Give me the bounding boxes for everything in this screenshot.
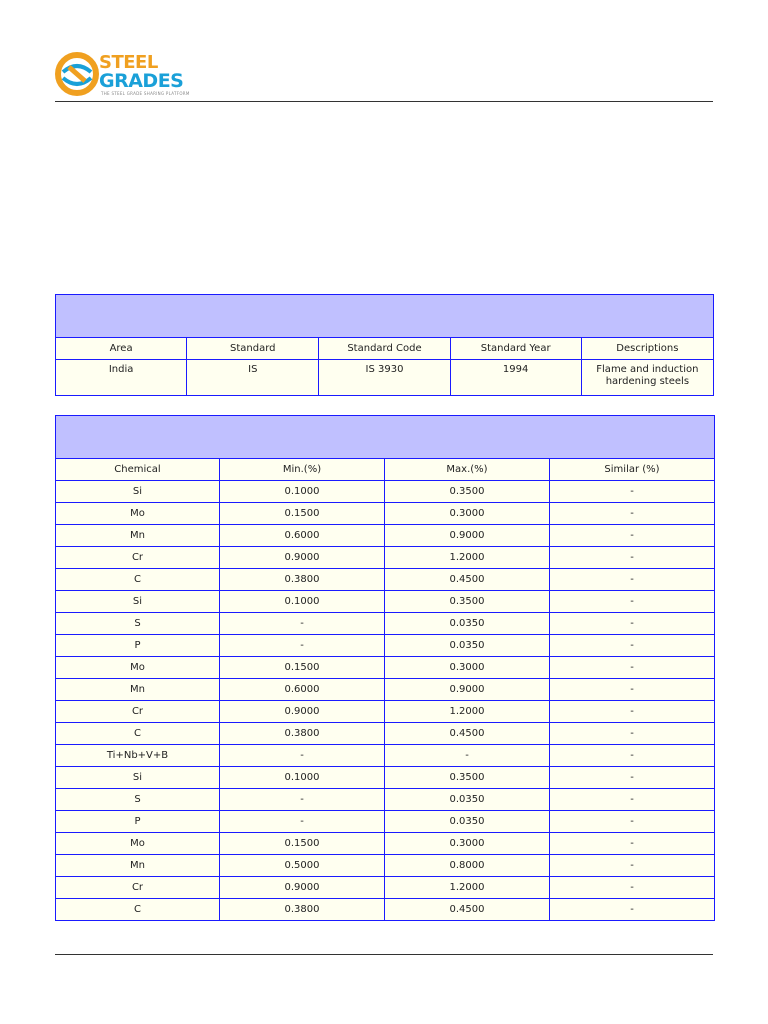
- cell-max: 0.3500: [385, 591, 550, 613]
- cell-max: 0.0350: [385, 811, 550, 833]
- table-row: [56, 877, 715, 899]
- cell-max: 0.3000: [385, 657, 550, 679]
- cell-min: 0.1000: [220, 481, 385, 503]
- standard-table: [55, 294, 714, 396]
- cell-similar: -: [550, 811, 715, 833]
- cell-max: 0.3000: [385, 503, 550, 525]
- cell-similar: -: [550, 767, 715, 789]
- column-header-descriptions: Descriptions: [581, 338, 713, 360]
- table-row: [56, 613, 715, 635]
- table-row: [56, 679, 715, 701]
- cell-similar: -: [550, 723, 715, 745]
- cell-max: 0.4500: [385, 723, 550, 745]
- cell-max: 0.9000: [385, 525, 550, 547]
- cell-chemical: S: [56, 613, 220, 635]
- steelgrades-logo-mark-icon: [55, 52, 99, 96]
- cell-similar: -: [550, 657, 715, 679]
- column-header-area: Area: [56, 338, 187, 360]
- cell-chemical: Ti+Nb+V+B: [56, 745, 220, 767]
- cell-max: 0.4500: [385, 569, 550, 591]
- cell-min: 0.6000: [220, 525, 385, 547]
- chemical-composition-table: [55, 415, 715, 921]
- cell-chemical: Si: [56, 481, 220, 503]
- cell-min: 0.9000: [220, 701, 385, 723]
- table-row: [56, 789, 715, 811]
- cell-similar: -: [550, 525, 715, 547]
- cell-chemical: C: [56, 899, 220, 921]
- cell-max: 0.3500: [385, 481, 550, 503]
- cell-min: -: [220, 613, 385, 635]
- table-row: [56, 855, 715, 877]
- chemical-table-header-band: [56, 416, 715, 459]
- cell-min: 0.3800: [220, 569, 385, 591]
- chemical-table-header-cell: [56, 416, 715, 459]
- cell-max: 0.9000: [385, 679, 550, 701]
- standard-table-column-row: [56, 338, 714, 360]
- cell-similar: -: [550, 635, 715, 657]
- cell-similar: -: [550, 591, 715, 613]
- logo-word-steel: STEEL: [99, 52, 158, 73]
- cell-max: 1.2000: [385, 701, 550, 723]
- column-header-max: Max.(%): [385, 459, 550, 481]
- cell-similar: -: [550, 877, 715, 899]
- cell-similar: -: [550, 789, 715, 811]
- steelgrades-logo: [55, 52, 205, 98]
- cell-min: 0.1500: [220, 833, 385, 855]
- cell-chemical: S: [56, 789, 220, 811]
- cell-similar: -: [550, 547, 715, 569]
- cell-chemical: Si: [56, 591, 220, 613]
- cell-min: 0.1500: [220, 657, 385, 679]
- cell-similar: -: [550, 745, 715, 767]
- standard-table-header-band: [56, 295, 714, 338]
- standard-table-header-cell: [56, 295, 714, 338]
- cell-chemical: C: [56, 723, 220, 745]
- cell-min: 0.3800: [220, 899, 385, 921]
- table-row: [56, 899, 715, 921]
- cell-similar: -: [550, 613, 715, 635]
- table-row: [56, 657, 715, 679]
- cell-max: 0.3500: [385, 767, 550, 789]
- cell-min: 0.3800: [220, 723, 385, 745]
- cell-standard-code: IS 3930: [319, 360, 450, 396]
- cell-min: -: [220, 811, 385, 833]
- cell-min: 0.1500: [220, 503, 385, 525]
- cell-max: 0.0350: [385, 635, 550, 657]
- cell-min: 0.5000: [220, 855, 385, 877]
- table-row: [56, 591, 715, 613]
- cell-min: 0.9000: [220, 877, 385, 899]
- cell-chemical: Cr: [56, 877, 220, 899]
- table-row: [56, 547, 715, 569]
- cell-similar: -: [550, 679, 715, 701]
- table-row: [56, 767, 715, 789]
- cell-chemical: Mn: [56, 525, 220, 547]
- table-row: [56, 833, 715, 855]
- cell-min: -: [220, 789, 385, 811]
- cell-chemical: Cr: [56, 547, 220, 569]
- column-header-standard: Standard: [187, 338, 319, 360]
- column-header-min: Min.(%): [220, 459, 385, 481]
- cell-standard: IS: [187, 360, 319, 396]
- cell-chemical: Cr: [56, 701, 220, 723]
- table-row: [56, 745, 715, 767]
- cell-chemical: C: [56, 569, 220, 591]
- cell-chemical: P: [56, 811, 220, 833]
- column-header-similar: Similar (%): [550, 459, 715, 481]
- cell-similar: -: [550, 481, 715, 503]
- cell-chemical: Mo: [56, 833, 220, 855]
- table-row: [56, 723, 715, 745]
- cell-max: 0.4500: [385, 899, 550, 921]
- cell-min: -: [220, 745, 385, 767]
- table-row: [56, 569, 715, 591]
- column-header-chemical: Chemical: [56, 459, 220, 481]
- cell-similar: -: [550, 833, 715, 855]
- table-row: [56, 503, 715, 525]
- cell-max: 0.3000: [385, 833, 550, 855]
- cell-similar: -: [550, 855, 715, 877]
- chemical-table-column-row: [56, 459, 715, 481]
- cell-min: 0.1000: [220, 591, 385, 613]
- table-row: [56, 701, 715, 723]
- column-header-standard-code: Standard Code: [319, 338, 450, 360]
- cell-description: Flame and induction hardening steels: [581, 360, 713, 396]
- cell-max: 1.2000: [385, 547, 550, 569]
- cell-chemical: Mo: [56, 503, 220, 525]
- table-row: [56, 481, 715, 503]
- cell-similar: -: [550, 701, 715, 723]
- cell-similar: -: [550, 899, 715, 921]
- column-header-standard-year: Standard Year: [450, 338, 581, 360]
- table-row: [56, 635, 715, 657]
- cell-min: 0.6000: [220, 679, 385, 701]
- cell-chemical: Mo: [56, 657, 220, 679]
- cell-chemical: Mn: [56, 679, 220, 701]
- cell-min: -: [220, 635, 385, 657]
- cell-similar: -: [550, 503, 715, 525]
- table-row: [56, 811, 715, 833]
- cell-min: 0.1000: [220, 767, 385, 789]
- cell-max: 0.8000: [385, 855, 550, 877]
- cell-max: 1.2000: [385, 877, 550, 899]
- cell-max: 0.0350: [385, 789, 550, 811]
- logo-word-grades: GRADES: [99, 70, 184, 92]
- table-row: [56, 360, 714, 396]
- cell-chemical: Mn: [56, 855, 220, 877]
- cell-area: India: [56, 360, 187, 396]
- logo-tagline: THE STEEL GRADE SHARING PLATFORM: [101, 91, 190, 96]
- cell-min: 0.9000: [220, 547, 385, 569]
- cell-max: 0.0350: [385, 613, 550, 635]
- footer-divider: [55, 954, 713, 955]
- cell-max: -: [385, 745, 550, 767]
- header-divider: [55, 101, 713, 102]
- cell-standard-year: 1994: [450, 360, 581, 396]
- table-row: [56, 525, 715, 547]
- cell-chemical: P: [56, 635, 220, 657]
- cell-similar: -: [550, 569, 715, 591]
- cell-chemical: Si: [56, 767, 220, 789]
